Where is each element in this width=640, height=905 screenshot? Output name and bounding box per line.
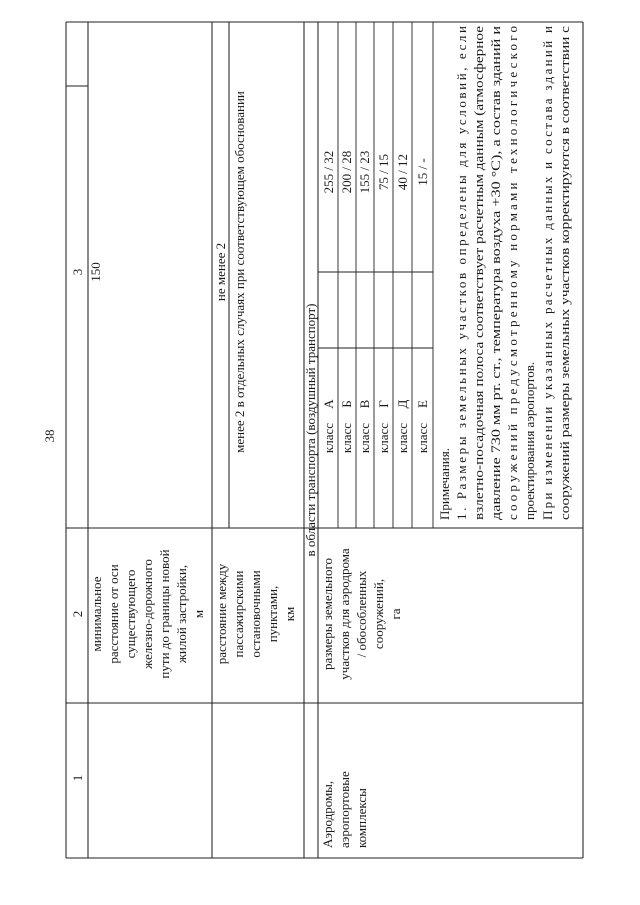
class-label: класс <box>339 422 354 454</box>
rail-distance-label-line: пути до границы новой <box>157 549 172 679</box>
class-row-d <box>376 154 391 453</box>
class-value: 155 / 23 <box>357 150 372 194</box>
stop-distance-label-line: пунктами, <box>265 585 280 643</box>
stop-distance-label-line: пассажирскими <box>231 570 246 658</box>
notes-block <box>437 26 572 520</box>
rail-distance-value: 150 <box>88 262 103 282</box>
class-value: 75 / 15 <box>376 153 391 191</box>
class-value: 40 / 12 <box>395 153 410 191</box>
rail-distance-label-line: м <box>191 609 206 619</box>
notes-line: При изменении указанных расчетных данных и состава зданий и <box>540 26 555 520</box>
class-row-f <box>415 158 430 453</box>
notes-line: взлетно-посадочная полоса соответствует расчетным данным (атмосферное <box>471 98 486 520</box>
class-letter: Б <box>339 400 354 408</box>
stop-distance-label-line: остановочными <box>248 570 263 658</box>
class-letter: В <box>357 399 372 409</box>
class-row-c <box>357 151 372 453</box>
stop-distance-label-line: расстояние между <box>214 563 229 665</box>
airport-object-label <box>320 771 369 848</box>
airport-param-line: сооружений, <box>371 578 386 650</box>
class-value: 255 / 32 <box>321 150 336 194</box>
airport-object-line: Аэродромы, <box>320 780 335 848</box>
airport-param-line: участков для аэродрома <box>337 548 352 680</box>
airport-param-line: / обособленных <box>354 570 369 658</box>
rail-distance-label-line: жилой застройки, <box>174 564 189 664</box>
class-label: класс <box>395 422 410 454</box>
airport-param-line: га <box>388 608 403 620</box>
notes-line: давление 730 мм рт. ст., температура воздуха +30 °С), а состав зданий и <box>488 123 503 520</box>
airport-param-label <box>320 548 403 680</box>
notes-line: сооружений предусмотренному нормами технологического <box>505 26 520 520</box>
stop-distance-note: менее 2 в отдельных случаях при соответствующем обосновании <box>232 91 247 453</box>
class-letter: Д <box>395 399 410 409</box>
airport-object-line: аэропортовые <box>337 771 352 848</box>
class-label: класс <box>321 422 336 454</box>
class-label: класс <box>357 422 372 454</box>
class-label: класс <box>376 422 391 454</box>
notes-line: проектирования аэропортов. <box>522 361 537 520</box>
page-number: 38 <box>42 429 57 443</box>
airport-object-line: комплексы <box>354 788 369 848</box>
notes-line: 1. Размеры земельных участков определены для условий, если <box>454 26 469 520</box>
notes-heading: Примечания. <box>437 448 452 520</box>
column-header-3: 3 <box>70 268 85 276</box>
class-value: 15 / - <box>415 158 430 186</box>
stop-distance-label <box>214 563 297 664</box>
column-header-1: 1 <box>70 774 85 782</box>
rail-distance-label <box>89 549 206 678</box>
rail-distance-label-line: существующего <box>123 569 138 659</box>
class-letter: Г <box>376 400 391 408</box>
class-row-e <box>395 154 410 453</box>
rail-distance-label-line: железно-дорожного <box>140 559 155 669</box>
class-letter: Е <box>415 400 430 408</box>
class-value: 200 / 28 <box>339 150 354 194</box>
rail-distance-label-line: расстояние от оси <box>106 564 121 664</box>
class-letter: А <box>321 399 336 409</box>
section-title: в области транспорта (воздушный транспорт) <box>303 303 318 557</box>
rail-distance-label-line: минимальное <box>89 576 104 652</box>
class-label: класс <box>415 422 430 454</box>
notes-line: сооружений размеры земельных участков корректируются в соответствии с <box>557 100 572 520</box>
airport-param-line: размеры земельного <box>320 558 335 670</box>
stop-distance-label-line: км <box>282 606 297 622</box>
class-row-a <box>321 151 336 453</box>
stop-distance-value: не менее 2 <box>213 242 228 302</box>
column-header-2: 2 <box>70 610 85 618</box>
class-row-b <box>339 151 354 453</box>
